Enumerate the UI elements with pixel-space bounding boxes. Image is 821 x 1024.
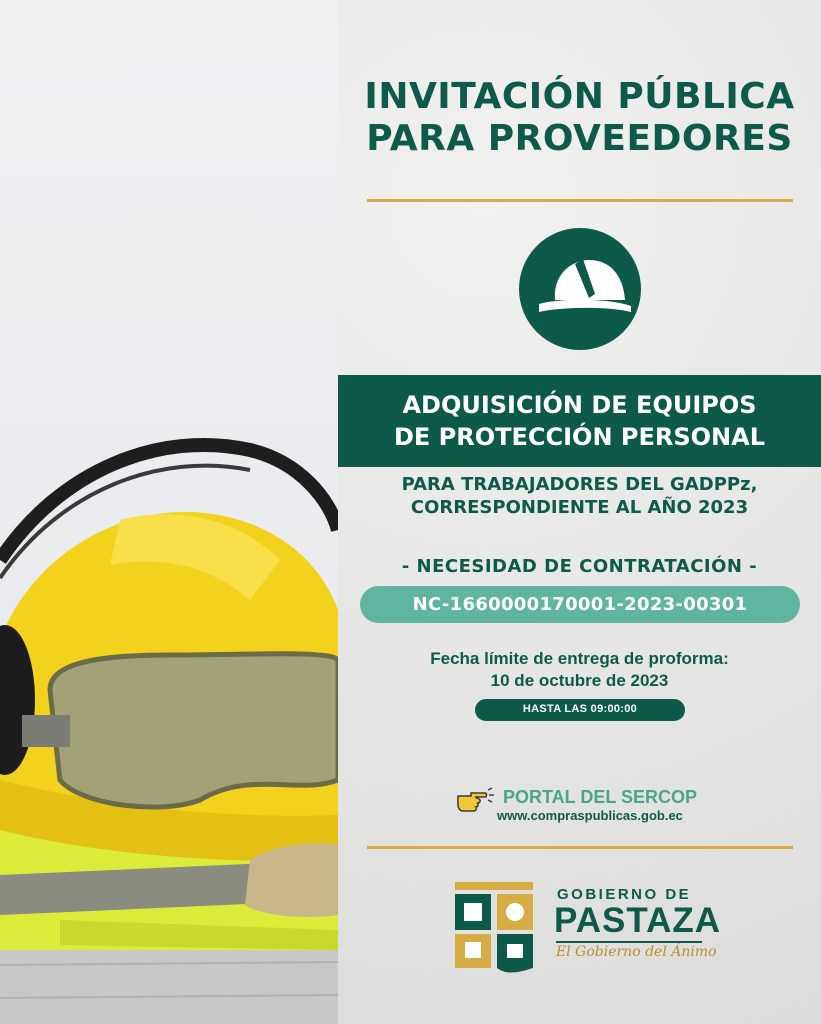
gobierno-pastaza-logo xyxy=(455,882,533,974)
safety-equipment-photo xyxy=(0,0,338,1024)
process-code: NC-1660000170001-2023-00301 xyxy=(412,594,748,615)
pointing-hand-icon xyxy=(455,786,495,816)
safety-gear-illustration xyxy=(0,0,338,1024)
portal-name: PORTAL DEL SERCOP xyxy=(503,787,698,807)
need-label: - NECESIDAD DE CONTRATACIÓN - xyxy=(401,556,758,577)
deadline-label: Fecha límite de entrega de proforma: xyxy=(430,649,729,668)
logo-divider xyxy=(556,941,702,943)
deadline-date: 10 de octubre de 2023 xyxy=(490,671,669,690)
bottom-divider xyxy=(367,846,793,849)
subtitle-line-2: CORRESPONDIENTE AL AÑO 2023 xyxy=(410,497,749,518)
deadline-block xyxy=(338,648,821,692)
poster-title xyxy=(338,76,821,160)
title-line-2: PARA PROVEEDORES xyxy=(366,118,793,159)
top-divider xyxy=(367,199,793,202)
procurement-title xyxy=(338,389,821,453)
portal-url[interactable]: www.compraspublicas.gob.ec xyxy=(497,808,683,823)
procurement-subtitle xyxy=(338,473,821,519)
deadline-time: HASTA LAS 09:00:00 xyxy=(522,703,638,715)
hard-hat-badge xyxy=(519,228,641,350)
band-line-2: DE PROTECCIÓN PERSONAL xyxy=(393,423,765,451)
band-line-1: ADQUISICIÓN DE EQUIPOS xyxy=(402,391,757,419)
logo-line-2: PASTAZA xyxy=(554,901,722,940)
subtitle-line-1: PARA TRABAJADORES DEL GADPPz, xyxy=(401,474,758,495)
logo-line-1: GOBIERNO DE xyxy=(557,886,692,903)
logo-slogan: El Gobierno del Ánimo xyxy=(556,944,717,960)
hard-hat-icon xyxy=(519,228,641,350)
title-line-1: INVITACIÓN PÚBLICA xyxy=(364,76,795,117)
